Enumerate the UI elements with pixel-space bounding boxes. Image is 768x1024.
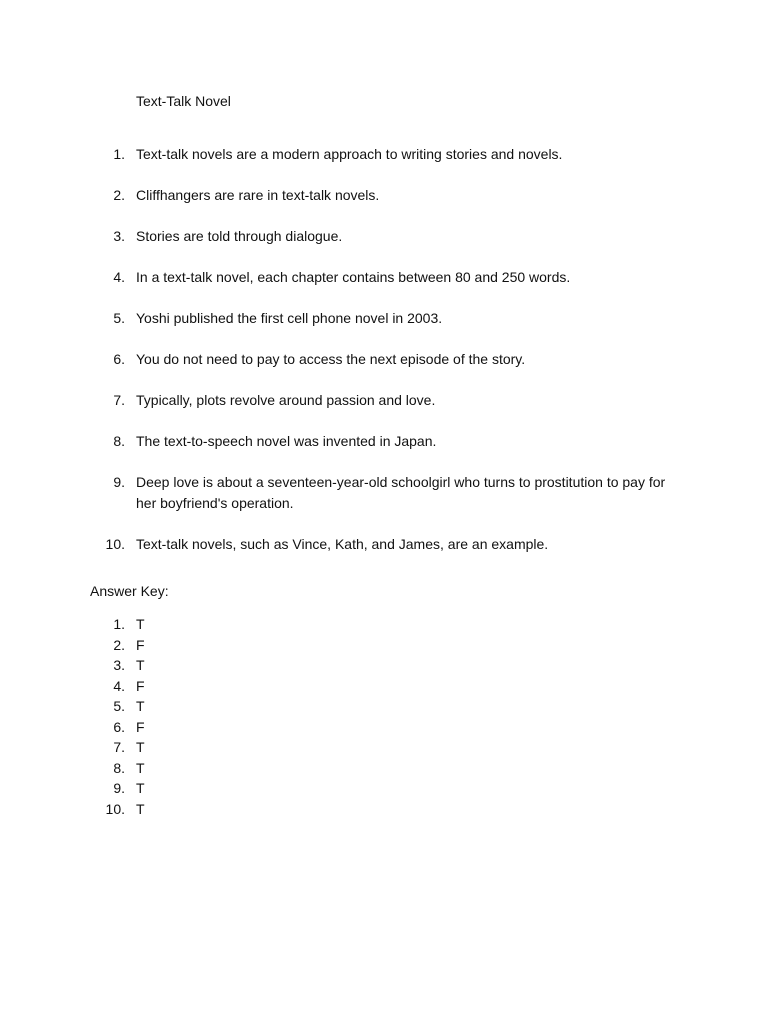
answer-item (0, 696, 768, 717)
answer-value: F (136, 677, 145, 694)
answer-item (0, 635, 768, 656)
question-number: 2. (113, 187, 125, 203)
question-item (0, 390, 768, 411)
answer-item (0, 676, 768, 697)
answer-item (0, 799, 768, 820)
answer-item (0, 655, 768, 676)
question-item (0, 226, 768, 247)
document-title: Text-Talk Novel (136, 93, 231, 109)
question-item (0, 185, 768, 206)
answer-number: 1. (113, 616, 125, 632)
question-text: Yoshi published the first cell phone novel in 2003. (136, 310, 443, 326)
question-number: 10. (105, 536, 125, 552)
answer-value: T (136, 657, 145, 673)
answer-value: F (136, 636, 145, 653)
question-text: The text-to-speech novel was invented in Japan. (136, 433, 437, 449)
question-item (0, 267, 768, 288)
answer-item (0, 778, 768, 799)
question-number: 7. (113, 392, 125, 408)
answer-number: 2. (113, 636, 125, 653)
answer-key-heading: Answer Key: (90, 583, 169, 599)
answer-value: T (136, 780, 145, 796)
answer-number: 8. (113, 759, 125, 776)
question-number: 8. (113, 433, 125, 449)
answer-value: T (136, 759, 145, 776)
question-item (0, 534, 768, 555)
answer-key-list (0, 614, 768, 819)
question-list (0, 144, 768, 575)
question-number: 6. (113, 351, 125, 367)
answer-number: 4. (113, 677, 125, 694)
answer-item (0, 737, 768, 758)
answer-number: 5. (113, 698, 125, 714)
question-item (0, 431, 768, 452)
answer-item (0, 717, 768, 738)
answer-number: 7. (113, 739, 125, 755)
answer-value: T (136, 616, 145, 632)
answer-number: 3. (113, 657, 125, 673)
question-number: 4. (113, 269, 125, 285)
question-item (0, 144, 768, 165)
question-number: 5. (113, 310, 125, 326)
question-text: Typically, plots revolve around passion and love. (136, 392, 436, 408)
answer-value: T (136, 800, 145, 817)
question-text: In a text-talk novel, each chapter contains between 80 and 250 words. (136, 269, 571, 285)
question-text: Deep love is about a seventeen-year-old schoolgirl who turns to prostitution to pay for her boyfriend's operation. (136, 474, 666, 511)
question-text: You do not need to pay to access the next episode of the story. (136, 351, 526, 367)
question-number: 3. (113, 228, 125, 244)
answer-value: T (136, 698, 145, 714)
question-number: 1. (113, 146, 125, 162)
question-item (0, 308, 768, 329)
answer-number: 9. (113, 780, 125, 796)
answer-value: T (136, 739, 145, 755)
question-item (0, 349, 768, 370)
question-number: 9. (113, 474, 125, 490)
answer-item (0, 614, 768, 635)
answer-item (0, 758, 768, 779)
question-text: Cliffhangers are rare in text-talk novels. (136, 187, 380, 203)
answer-number: 10. (105, 800, 125, 817)
question-text: Text-talk novels, such as Vince, Kath, and James, are an example. (136, 536, 549, 552)
answer-number: 6. (113, 718, 125, 735)
question-text: Stories are told through dialogue. (136, 228, 343, 244)
answer-value: F (136, 718, 145, 735)
question-text: Text-talk novels are a modern approach to writing stories and novels. (136, 146, 563, 162)
question-item (0, 472, 768, 514)
